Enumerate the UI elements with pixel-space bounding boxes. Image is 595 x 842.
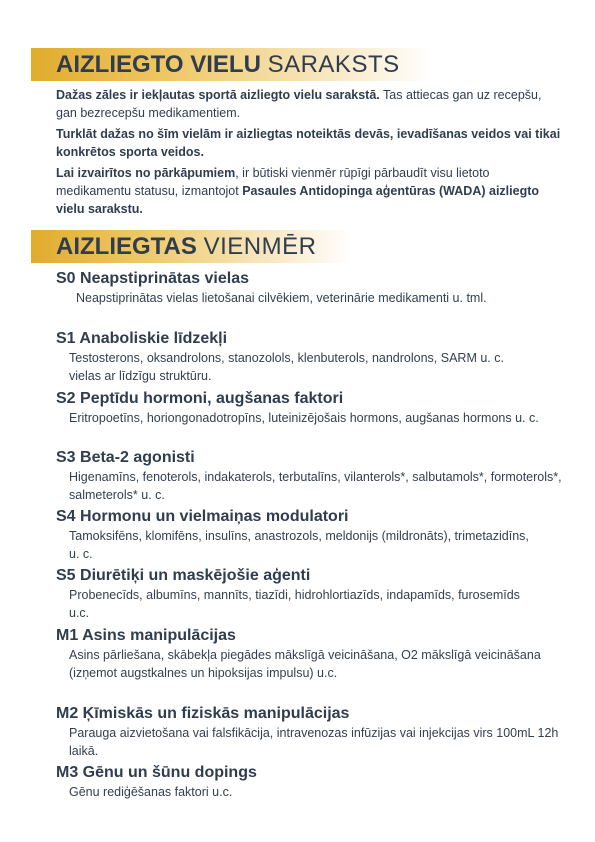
category-m2 <box>56 704 566 760</box>
category-description: Gēnu rediģēšanas faktori u.c. <box>69 785 233 799</box>
category-s2 <box>56 389 566 427</box>
category-description: Neapstiprinātas vielas lietošanai cilvēkiem, veterinārie medikamenti u. tml. <box>76 291 487 305</box>
intro-paragraph-2 <box>56 125 561 161</box>
category-description: Tamoksifēns, klomifēns, insulīns, anastrozols, meldonijs (mildronāts), trimetazidīns, u. c. <box>69 529 529 561</box>
category-title: S5 Diurētiķi un maskējošie aģenti <box>56 567 311 584</box>
category-m3 <box>56 763 566 801</box>
category-s0 <box>56 269 566 307</box>
category-description: Eritropoetīns, horiongonadotropīns, luteinizējošais hormons, augšanas hormons u. c. <box>69 411 539 425</box>
category-m1 <box>56 626 566 682</box>
category-description: Testosterons, oksandrolons, stanozolols, klenbuterols, nandrolons, SARM u. c. vielas ar līdzīgu struktūru. <box>69 351 504 383</box>
category-description: Higenamīns, fenoterols, indakaterols, terbutalīns, vilanterols*, salbutamols*, formoterols*, salmeterols* u. c. <box>69 470 562 502</box>
category-s5 <box>56 566 566 622</box>
category-description: Probenecīds, albumīns, mannīts, tiazīdi, hidrohlortiazīds, indapamīds, furosemīds u.c. <box>69 588 520 620</box>
category-title: M2 Ķīmiskās un fiziskās manipulācijas <box>56 705 350 722</box>
category-title: S1 Anaboliskie līdzekļi <box>56 330 228 347</box>
intro-paragraph-3 <box>56 164 561 218</box>
category-s4 <box>56 507 566 563</box>
category-title: S0 Neapstiprinātas vielas <box>56 270 249 287</box>
category-title: S3 Beta-2 agonisti <box>56 449 195 466</box>
section-title-light: SARAKSTS <box>267 51 400 78</box>
category-title: M3 Gēnu un šūnu dopings <box>56 764 257 781</box>
category-title: M1 Asins manipulācijas <box>56 627 236 644</box>
category-title: S4 Hormonu un vielmaiņas modulatori <box>56 508 349 525</box>
category-description: Asins pārliešana, skābekļa piegādes mākslīgā veicināšana, O2 mākslīgā veicināšana (izņemot augstkalnes un hipoksijas impulsu) u.c. <box>69 648 541 680</box>
category-title: S2 Peptīdu hormoni, augšanas faktori <box>56 390 344 407</box>
section-title-always-prohibited <box>56 230 316 263</box>
category-description: Parauga aizvietošana vai falsfikācija, intravenozas infūzijas vai injekcijas virs 100mL 12h laikā. <box>69 726 559 758</box>
intro-text <box>56 86 561 221</box>
intro-p3-bold: Lai izvairītos no pārkāpumiem <box>56 166 236 180</box>
intro-p1-bold: Dažas zāles ir iekļautas sportā aizliegto vielu sarakstā. <box>56 88 380 102</box>
intro-p2-bold: Turklāt dažas no šīm vielām ir aizliegtas noteiktās devās, ievadīšanas veidos vai tikai konkrētos sporta veidos. <box>56 127 561 159</box>
section-title-bold: AIZLIEGTO VIELU <box>56 51 261 78</box>
intro-paragraph-1 <box>56 86 561 122</box>
category-s1 <box>56 329 566 385</box>
section-title-bold: AIZLIEGTAS <box>56 233 197 260</box>
section-title-light: VIENMĒR <box>203 233 317 260</box>
intro-p1-rest: Tas attiecas gan uz recepšu, gan bezrecepšu medikamentiem. <box>56 88 542 120</box>
intro-p3-rest: , ir būtiski vienmēr rūpīgi pārbaudīt visu lietoto medikamentu statusu, izmantojot <box>56 166 490 198</box>
section-title-prohibited-list <box>56 48 400 81</box>
intro-p3-bold-wada: Pasaules Antidopinga aģentūras (WADA) aizliegto vielu sarakstu. <box>56 184 539 216</box>
category-s3 <box>56 448 566 504</box>
